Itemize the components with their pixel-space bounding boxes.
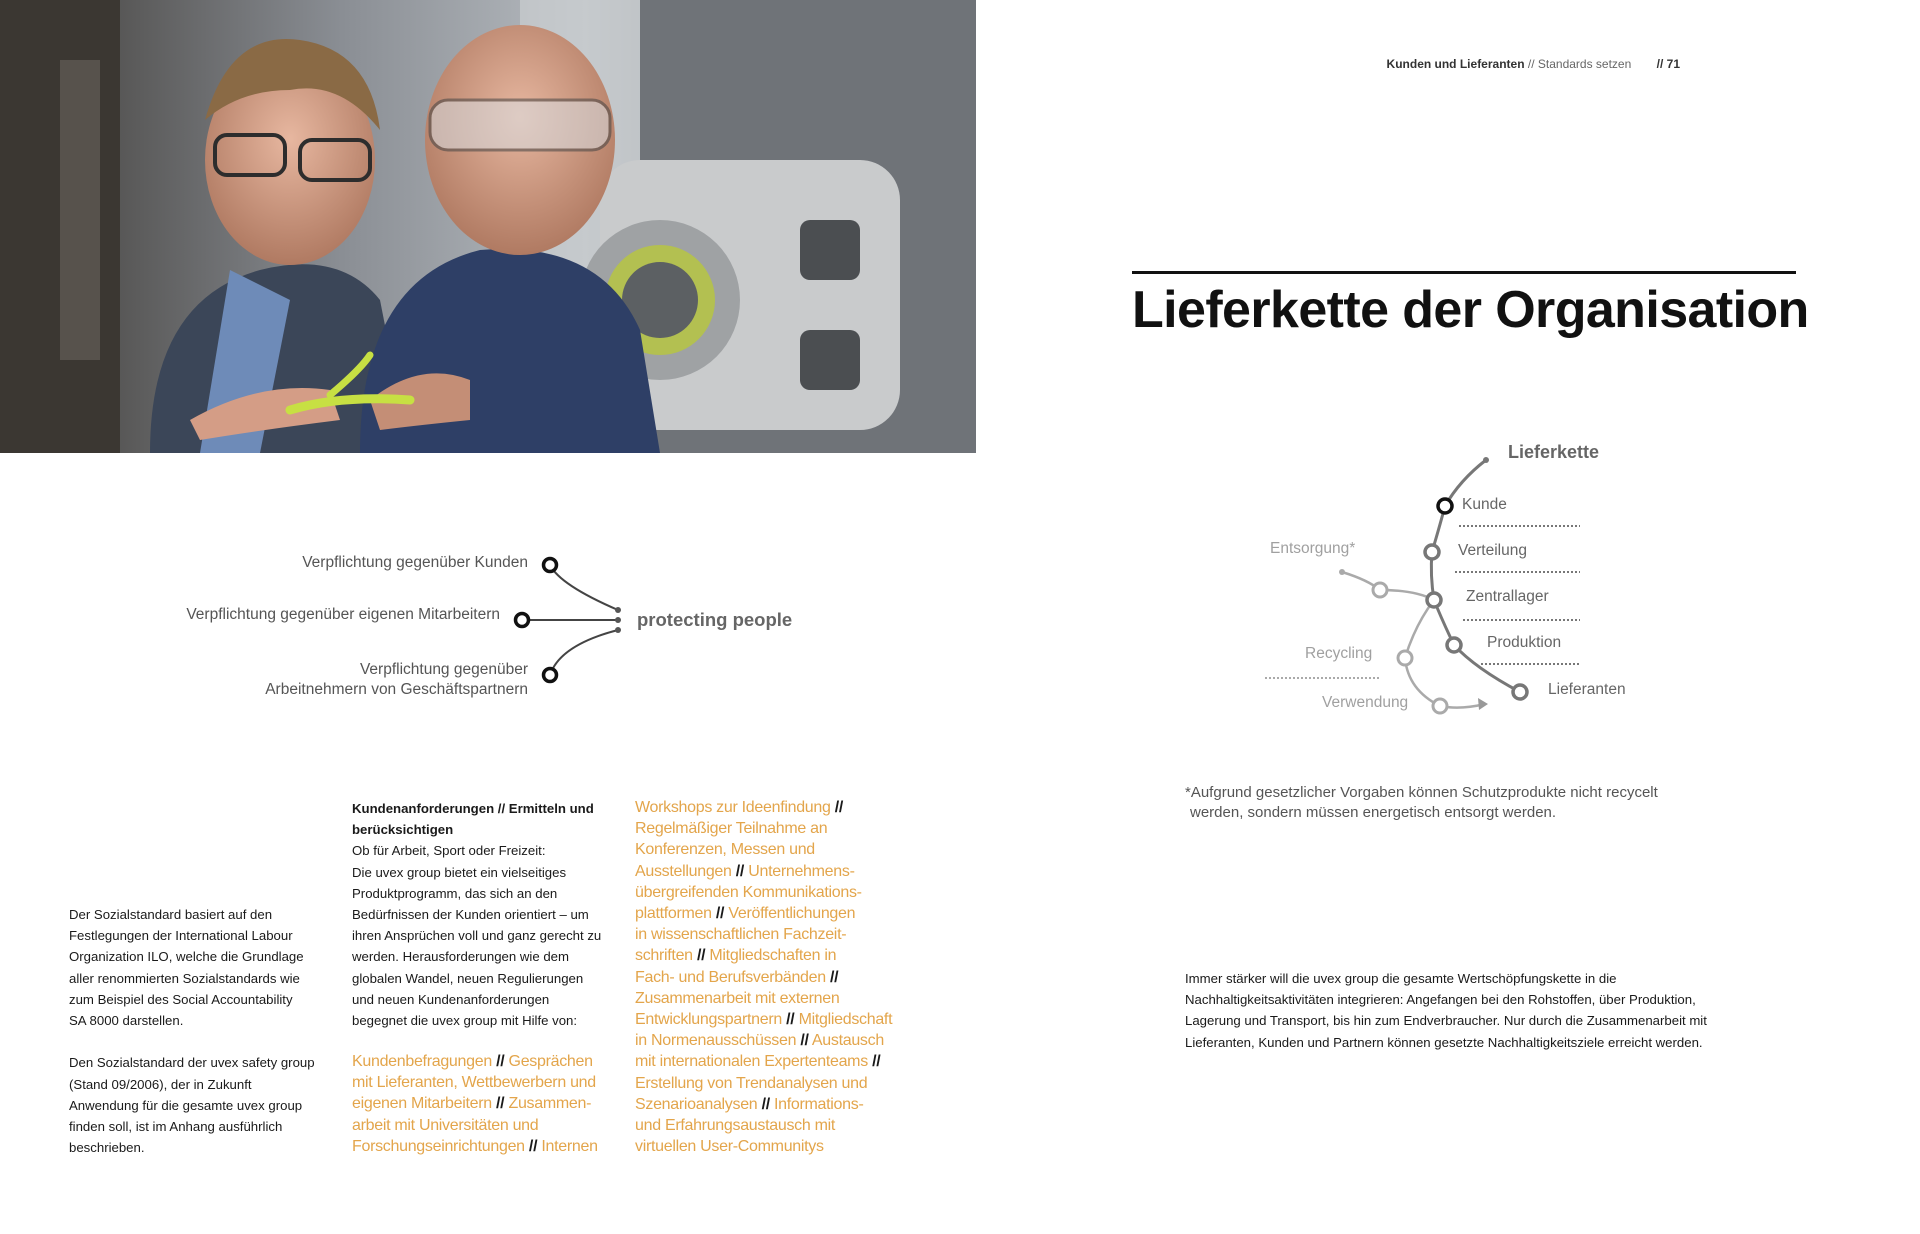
page-number: // 71 [1656,57,1680,71]
label-verteilung: Verteilung [1458,542,1527,559]
node-geschaeftspartner [544,669,557,682]
orange-text: Fach- und Berufsverbänden [635,968,826,986]
orange-line [352,1115,598,1136]
label-kunde: Kunde [1462,496,1507,513]
orange-text: Internen [541,1137,598,1155]
footnote [1185,783,1658,823]
lieferkette-title: Lieferkette [1508,442,1600,462]
label-zentrallager: Zentrallager [1466,588,1549,605]
label-produktion: Produktion [1487,634,1562,651]
node-recycling [1398,651,1412,665]
orange-line [635,1051,892,1072]
orange-text: schriften [635,947,693,965]
text-line: globalen Wandel, neuen Regulierungen [352,970,584,986]
label-verwendung: Verwendung [1322,694,1409,711]
blank-line [69,1031,315,1052]
title-rule [1132,271,1796,274]
orange-line [635,1136,892,1157]
orange-text: Zusammen- [508,1095,592,1113]
label-kunden: Verpflichtung gegenüber Kunden [302,554,528,571]
node-mitarbeiter [516,614,529,627]
header-section: Kunden und Lieferanten [1386,57,1525,71]
separator: // [496,1053,505,1070]
orange-line [635,1073,892,1094]
orange-line [352,1051,598,1072]
orange-text: Informations- [774,1095,864,1113]
orange-text: Mitgliedschaft [798,1011,893,1029]
header-divider: // [1527,57,1535,71]
protecting-people-label: protecting people [637,609,793,630]
orange-line [635,1115,892,1136]
orange-line [635,882,892,903]
orange-line [635,861,892,882]
orange-line [635,839,892,860]
text-line: Immer stärker will die uvex group die gesamte Wertschöpfungskette in die [1185,971,1617,986]
orange-text: Austausch [811,1032,884,1050]
orange-text: Zusammenarbeit mit externen [635,989,840,1007]
orange-text: Ausstellungen [635,862,732,880]
orange-text: plattformen [635,905,712,923]
orange-text: Erstellung von Trendanalysen und [635,1074,868,1092]
orange-text: mit internationalen Expertenteams [635,1053,868,1071]
orange-line [635,924,892,945]
orange-text: übergreifenden Kommunikations- [635,883,862,901]
node-lieferanten [1513,685,1527,699]
label-entsorgung: Entsorgung* [1270,540,1356,557]
node-verwendung [1433,699,1447,713]
column-2-heading: berücksichtigen [352,822,454,838]
orange-text: arbeit mit Universitäten und [352,1116,539,1134]
orange-text: Entwicklungspartnern [635,1011,782,1029]
orange-text: in wissenschaftlichen Fachzeit- [635,926,847,944]
orange-text: Gesprächen [508,1053,593,1070]
text-line: aller renommierten Sozialstandards wie [69,970,300,986]
node-entsorgung [1373,583,1387,597]
separator: // [761,1095,770,1113]
column-2-orange [352,1051,598,1157]
separator: // [528,1137,538,1155]
node-kunden [544,559,557,572]
orange-line [635,797,892,818]
hero-photo [0,0,976,453]
orange-line [352,1072,598,1093]
text-line: Bedürfnissen der Kunden orientiert – um [352,907,589,923]
text-line: Organization ILO, welche die Grundlage [69,949,304,965]
text-line: Den Sozialstandard der uvex safety group [69,1055,315,1071]
text-line: SA 8000 darstellen. [69,1013,184,1029]
separator: // [696,947,706,965]
label-geschaeftspartner-2: Arbeitnehmern von Geschäftspartnern [265,681,528,698]
text-line: beschrieben. [69,1140,145,1156]
label-geschaeftspartner-1: Verpflichtung gegenüber [359,661,528,678]
label-mitarbeiter: Verpflichtung gegenüber eigenen Mitarbeitern [186,606,500,623]
node-verteilung [1425,545,1439,559]
orange-line [635,1094,892,1115]
orange-text: mit Lieferanten, Wettbewerbern und [352,1074,596,1092]
text-line: finden soll, ist im Anhang ausführlich [69,1119,283,1135]
footnote-line: *Aufgrund gesetzlicher Vorgaben können Schutzprodukte nicht recycelt [1185,784,1658,801]
column-3-orange [635,797,892,1157]
separator: // [786,1011,795,1029]
text-line: Nachhaltigkeitsaktivitäten integrieren: Angefangen bei den Rohstoffen, über Produktion, [1185,992,1696,1008]
node-produktion [1447,638,1461,652]
lieferkette-diagram [1260,440,1580,730]
text-line: Der Sozialstandard basiert auf den [69,907,273,922]
text-line: Die uvex group bietet ein vielseitiges [352,864,567,880]
orange-text: Veröffentlichungen [728,905,856,923]
orange-line [635,1009,892,1030]
text-line: Anwendung für die gesamte uvex group [69,1097,303,1113]
text-line: Lieferanten, Kunden und Partnern können gesetzte Nachhaltigkeitsziele erreicht werden. [1185,1034,1703,1050]
text-line: Festlegungen der International Labour [69,928,293,944]
orange-text: eigenen Mitarbeitern [352,1095,492,1113]
orange-text: Konferenzen, Messen und [635,841,815,859]
separator: // [872,1053,881,1071]
orange-line [352,1136,598,1157]
orange-line [635,945,892,966]
page-title: Lieferkette der Organisation [1132,281,1809,339]
orange-text: in Normenausschüssen [635,1032,797,1050]
text-line: (Stand 09/2006), der in Zukunft [69,1076,252,1092]
text-line: werden. Herausforderungen wie dem [352,949,569,965]
text-line: begegnet die uvex group mit Hilfe von: [352,1013,578,1029]
orange-text: virtuellen User-Communitys [635,1138,824,1156]
separator: // [496,1095,505,1113]
orange-text: Kundenbefragungen [352,1053,492,1070]
label-recycling: Recycling [1305,645,1373,662]
orange-text: Unternehmens- [748,862,855,880]
orange-text: Workshops zur Ideenfindung [635,799,831,816]
orange-text: Szenarioanalysen [635,1095,758,1113]
node-zentrallager [1427,593,1441,607]
text-line: ihren Ansprüchen voll und ganz gerecht zu [352,928,602,944]
orange-line [352,1093,598,1114]
separator: // [830,968,839,986]
orange-line [635,967,892,988]
separator: // [834,799,844,816]
orange-text: Forschungseinrichtungen [352,1137,525,1155]
text-line: zum Beispiel des Social Accountability [69,991,293,1007]
orange-line [635,818,892,839]
orange-line [635,988,892,1009]
header-subsection: Standards setzen [1537,57,1632,71]
text-line: Ob für Arbeit, Sport oder Freizeit: [352,843,546,859]
orange-text: Regelmäßiger Teilnahme an [635,820,828,838]
text-line: Produktprogramm, das sich an den [352,885,558,901]
running-header [1387,57,1680,71]
node-kunde [1438,499,1452,513]
separator: // [715,905,725,923]
separator: // [800,1032,809,1050]
label-lieferanten: Lieferanten [1548,681,1626,698]
orange-text: Mitgliedschaften in [709,947,837,965]
column-1 [69,904,315,1158]
orange-line [635,1030,892,1051]
separator: // [735,862,745,880]
orange-line [635,903,892,924]
text-line: Lagerung und Transport, bis hin zum Endverbraucher. Nur durch die Zusammenarbeit mit [1185,1013,1707,1029]
column-2-heading: Kundenanforderungen // Ermitteln und [352,801,594,816]
column-2 [352,798,601,1031]
right-body-text [1185,968,1707,1053]
text-line: und neuen Kundenanforderungen [352,991,550,1007]
orange-text: und Erfahrungsaustausch mit [635,1117,836,1135]
footnote-line: werden, sondern müssen energetisch entsorgt werden. [1190,804,1557,821]
